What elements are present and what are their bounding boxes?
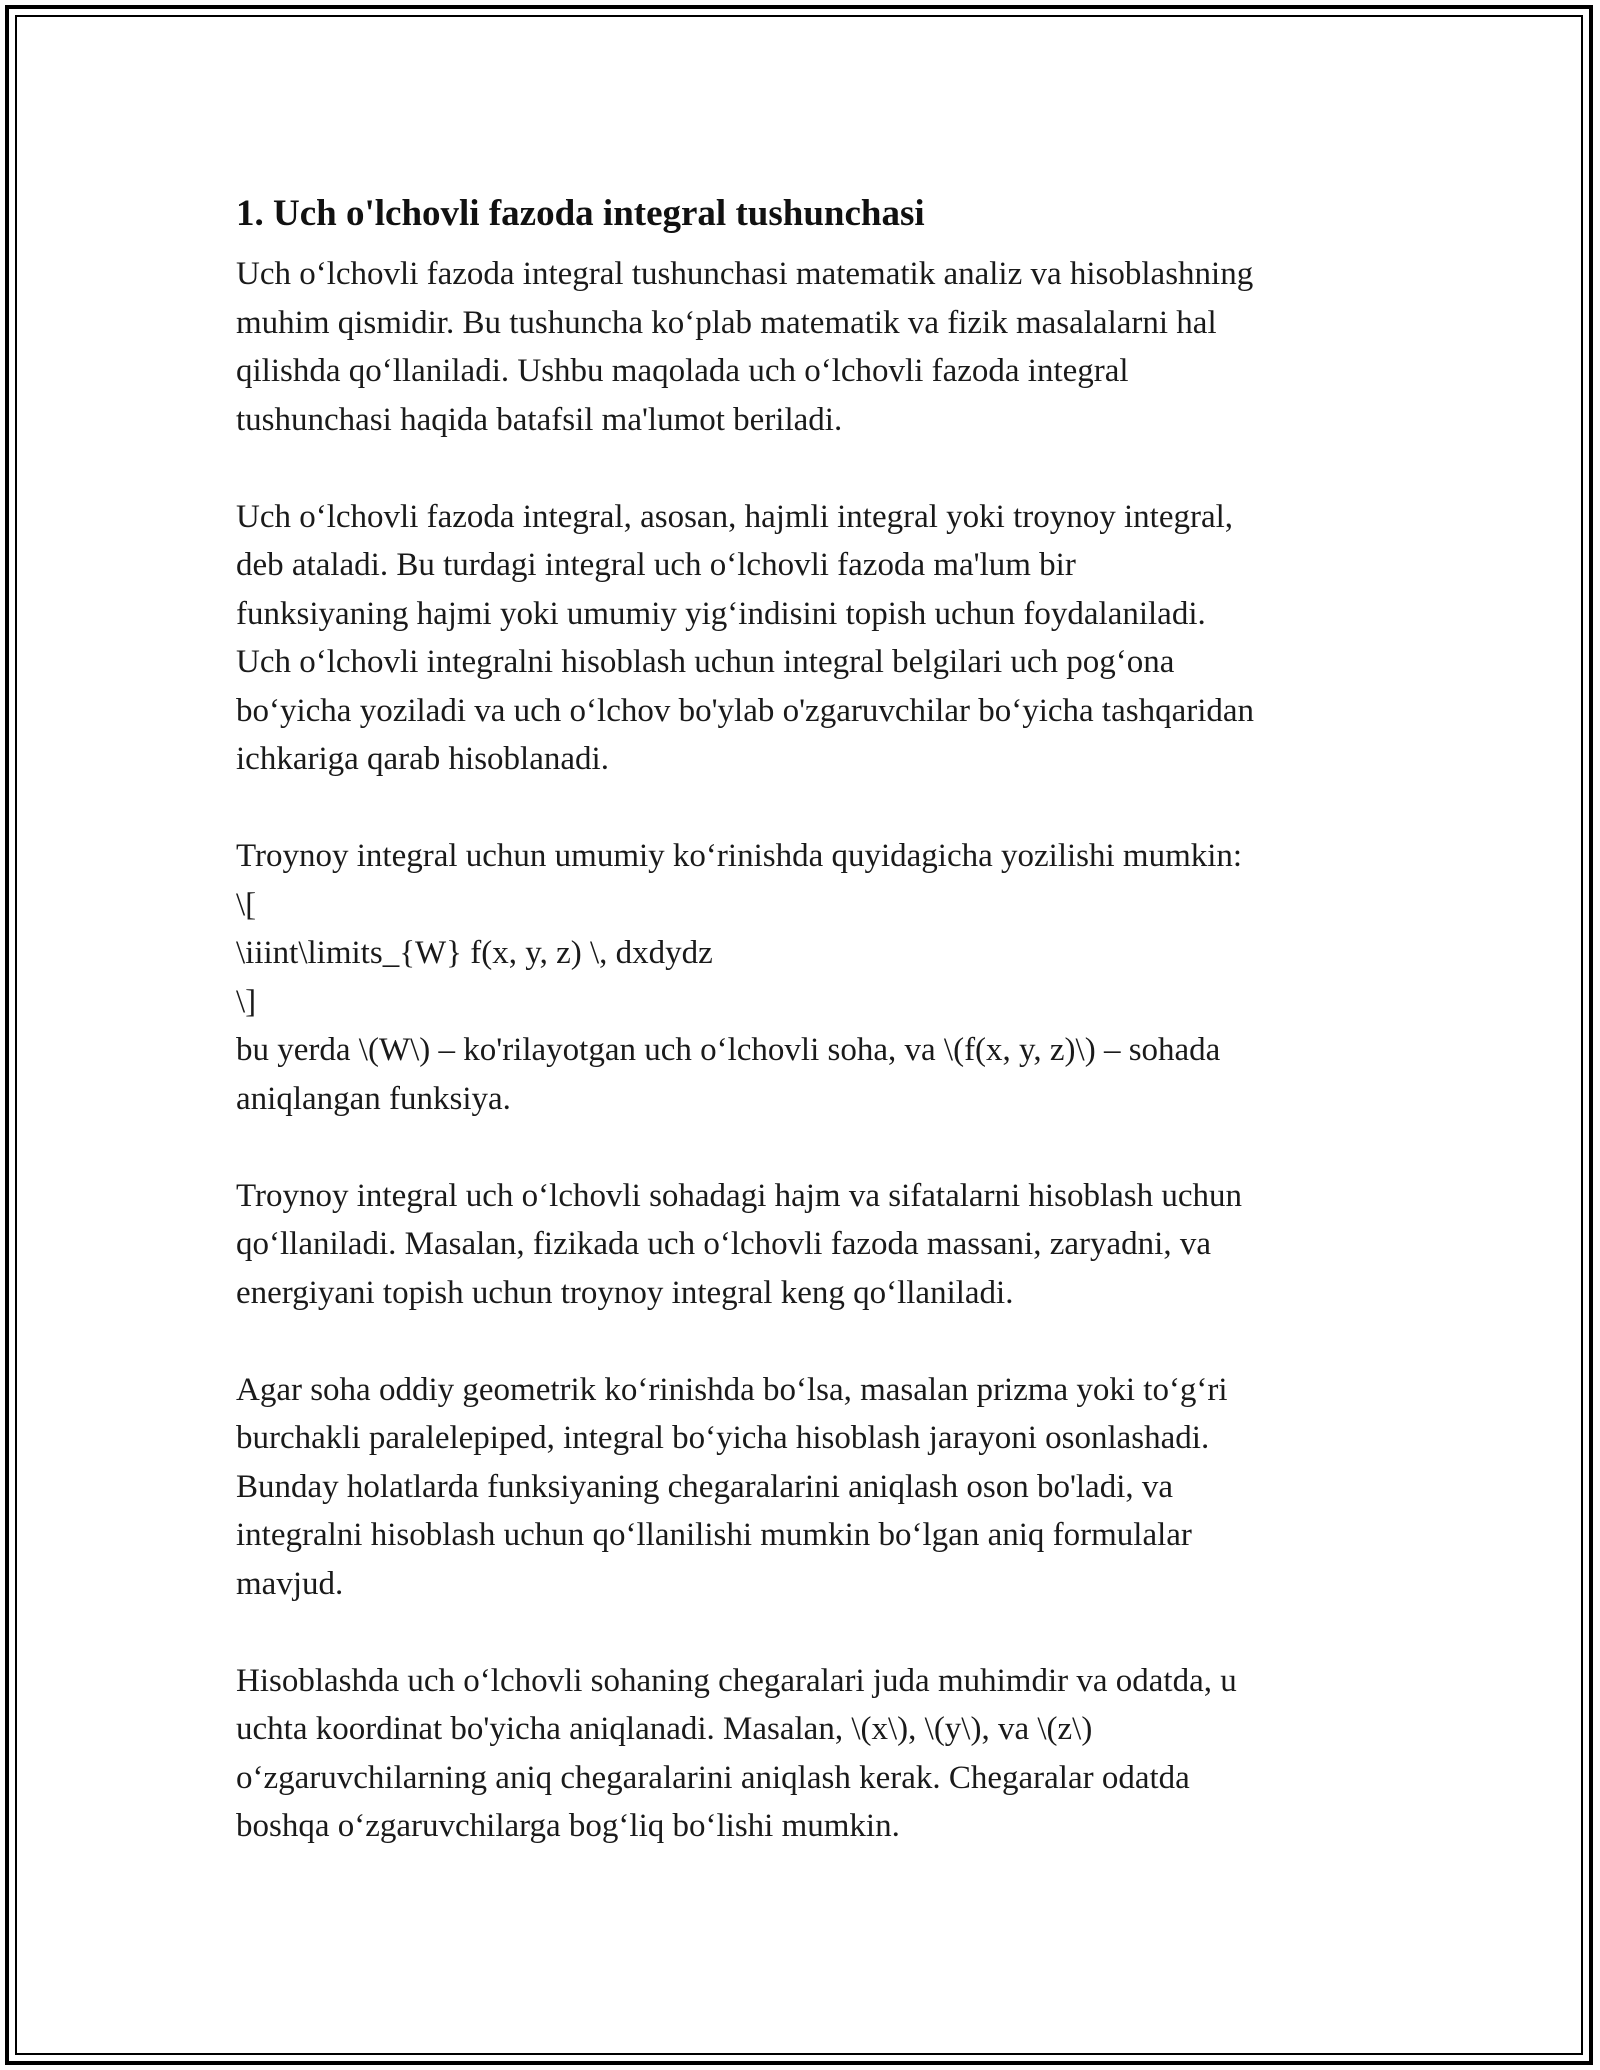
- paragraph-simple-geometry: Agar soha oddiy geometrik ko‘rinishda bo‘lsa, masalan prizma yoki to‘g‘ri burchakli paralelepiped, integral bo‘yicha hisoblash jarayoni osonlashadi. Bunday holatlarda funksiyaning chegaralarini aniqlash oson bo'ladi, va integralni hisoblash uchun qo‘llanilishi mumkin bo‘lgan aniq formulalar mavjud.: [236, 1371, 1228, 1602]
- formula-section: [236, 832, 1386, 1123]
- paragraph-applications: Troynoy integral uch o‘lchovli sohadagi hajm va sifatalarni hisoblash uchun qo‘llaniladi. Masalan, fizikada uch o‘lchovli fazoda massani, zaryadni, va energiyani topish uchun troynoy integral keng qo‘llaniladi.: [236, 1177, 1243, 1311]
- formula-expression: \iiint\limits_{W} f(x, y, z) \, dxdydz: [236, 935, 713, 971]
- paragraph-volume-integral: Uch o‘lchovli fazoda integral, asosan, hajmli integral yoki troynoy integral, deb ataladi. Bu turdagi integral uch o‘lchovli fazoda ma'lum bir funksiyaning hajmi yoki umumiy yig‘indisini topish uchun foydalaniladi. Uch o‘lchovli integralni hisoblash uchun integral belgilari uch pog‘ona bo‘yicha yoziladi va uch o‘lchov bo'ylab o'zgaruvchilar bo‘yicha tashqaridan ichkariga qarab hisoblanadi.: [236, 498, 1255, 777]
- paragraph-boundaries: Hisoblashda uch o‘lchovli sohaning chegaralari juda muhimdir va odatda, u uchta koordinat bo'yicha aniqlanadi. Masalan, \(x\), \(y\), va \(z\) o‘zgaruvchilarning aniq chegaralarini aniqlash kerak. Chegaralar odatda boshqa o‘zgaruvchilarga bog‘liq bo‘lishi mumkin.: [236, 1662, 1237, 1844]
- paragraph-intro: Uch o‘lchovli fazoda integral tushunchasi matematik analiz va hisoblashning muhim qismidir. Bu tushuncha ko‘plab matematik va fizik masalalarni hal qilishda qo‘llaniladi. Ushbu maqolada uch o‘lchovli fazoda integral tushunchasi haqida batafsil ma'lumot beriladi.: [236, 256, 1254, 438]
- formula-open-delimiter: \[: [236, 886, 257, 923]
- formula-close-delimiter: \]: [236, 983, 257, 1020]
- formula-intro-line: Troynoy integral uchun umumiy ko‘rinishda quyidagicha yozilishi mumkin:: [236, 838, 1243, 874]
- document-body: [236, 188, 1386, 1899]
- formula-explanation: bu yerda \(W\) – ko'rilayotgan uch o‘lchovli soha, va \(f(x, y, z)\) – sohada aniqlangan funksiya.: [236, 1032, 1221, 1117]
- section-heading: 1. Uch o'lchovli fazoda integral tushunchasi: [236, 193, 925, 234]
